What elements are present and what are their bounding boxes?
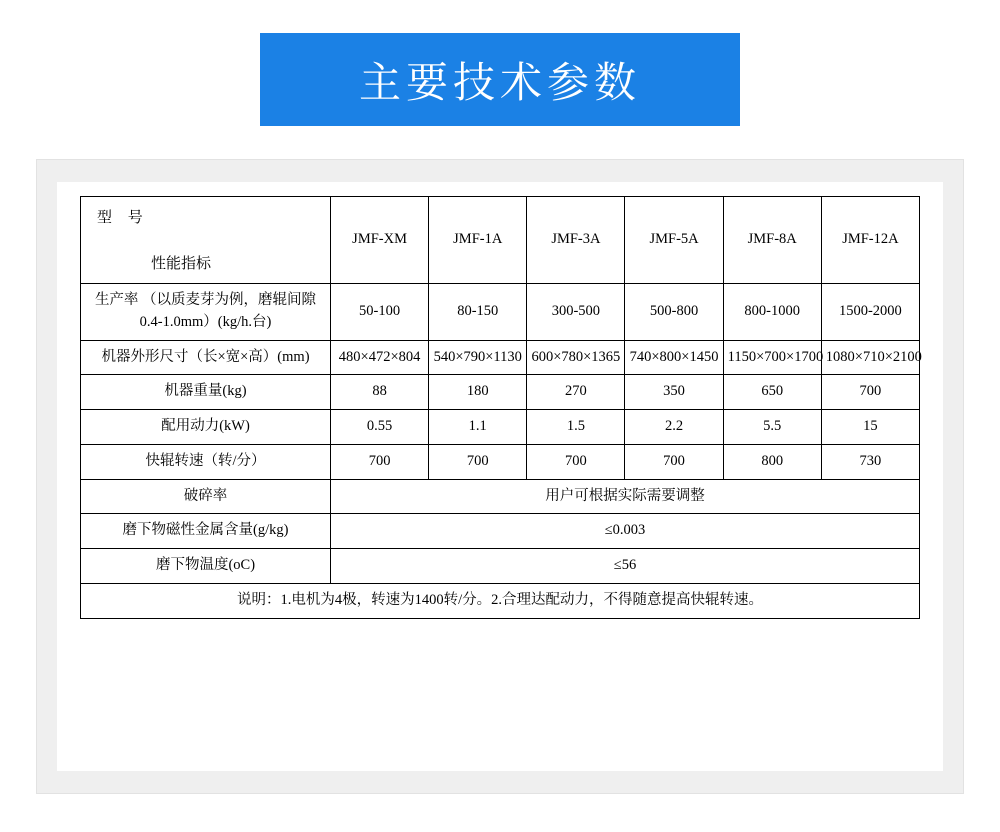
cell-power-3: 2.2	[625, 410, 723, 445]
header-model-label: 型 号	[97, 210, 149, 226]
row-label-power: 配用动力(kW)	[81, 410, 331, 445]
cell-magnetic-metal-value: ≤0.003	[331, 514, 920, 549]
row-label-crush-rate: 破碎率	[81, 479, 331, 514]
page-title: 主要技术参数	[358, 57, 641, 107]
cell-dimensions-4: 1150×700×1700	[723, 340, 821, 375]
cell-weight-1: 180	[429, 375, 527, 410]
cell-dimensions-1: 540×790×1130	[429, 340, 527, 375]
row-label-production-rate: 生产率 （以质麦芽为例，磨辊间隙 0.4-1.0mm）(kg/h.台)	[81, 284, 331, 341]
cell-roller-speed-4: 800	[723, 444, 821, 479]
model-header-5: JMF-12A	[821, 197, 919, 284]
table-header-row	[81, 197, 920, 284]
table-note: 说明：1.电机为4极，转速为1400转/分。2.合理达配动力，不得随意提高快辊转速。	[81, 583, 920, 618]
table-row	[81, 479, 920, 514]
cell-production-rate-3: 500-800	[625, 284, 723, 341]
cell-weight-2: 270	[527, 375, 625, 410]
table-row	[81, 375, 920, 410]
row-label-weight: 机器重量(kg)	[81, 375, 331, 410]
cell-production-rate-0: 50-100	[331, 284, 429, 341]
cell-dimensions-0: 480×472×804	[331, 340, 429, 375]
header-corner-cell	[81, 197, 331, 284]
cell-dimensions-5: 1080×710×2100	[821, 340, 919, 375]
table-row	[81, 514, 920, 549]
spec-table-inner	[57, 182, 943, 771]
cell-weight-5: 700	[821, 375, 919, 410]
row-label-dimensions: 机器外形尺寸（长×宽×高）(mm)	[81, 340, 331, 375]
cell-crush-rate-value: 用户可根据实际需要调整	[331, 479, 920, 514]
table-row	[81, 284, 920, 341]
title-banner-wrapper	[0, 33, 1000, 126]
model-header-4: JMF-8A	[723, 197, 821, 284]
table-row	[81, 549, 920, 584]
table-row	[81, 410, 920, 445]
model-header-3: JMF-5A	[625, 197, 723, 284]
model-header-1: JMF-1A	[429, 197, 527, 284]
row-label-roller-speed: 快辊转速（转/分）	[81, 444, 331, 479]
table-row	[81, 444, 920, 479]
cell-roller-speed-1: 700	[429, 444, 527, 479]
cell-weight-3: 350	[625, 375, 723, 410]
cell-dimensions-3: 740×800×1450	[625, 340, 723, 375]
cell-power-4: 5.5	[723, 410, 821, 445]
title-banner	[260, 33, 740, 126]
cell-power-2: 1.5	[527, 410, 625, 445]
cell-production-rate-4: 800-1000	[723, 284, 821, 341]
cell-production-rate-5: 1500-2000	[821, 284, 919, 341]
cell-roller-speed-5: 730	[821, 444, 919, 479]
model-header-2: JMF-3A	[527, 197, 625, 284]
cell-power-5: 15	[821, 410, 919, 445]
cell-production-rate-1: 80-150	[429, 284, 527, 341]
row-label-temperature: 磨下物温度(oC)	[81, 549, 331, 584]
cell-temperature-value: ≤56	[331, 549, 920, 584]
cell-power-1: 1.1	[429, 410, 527, 445]
cell-power-0: 0.55	[331, 410, 429, 445]
cell-weight-4: 650	[723, 375, 821, 410]
cell-roller-speed-3: 700	[625, 444, 723, 479]
cell-dimensions-2: 600×780×1365	[527, 340, 625, 375]
cell-weight-0: 88	[331, 375, 429, 410]
table-note-row	[81, 583, 920, 618]
header-performance-label: 性能指标	[151, 255, 212, 272]
spec-table-frame	[36, 159, 964, 794]
model-header-0: JMF-XM	[331, 197, 429, 284]
specifications-table	[80, 196, 920, 619]
cell-roller-speed-0: 700	[331, 444, 429, 479]
cell-roller-speed-2: 700	[527, 444, 625, 479]
row-label-magnetic-metal: 磨下物磁性金属含量(g/kg)	[81, 514, 331, 549]
table-row	[81, 340, 920, 375]
cell-production-rate-2: 300-500	[527, 284, 625, 341]
